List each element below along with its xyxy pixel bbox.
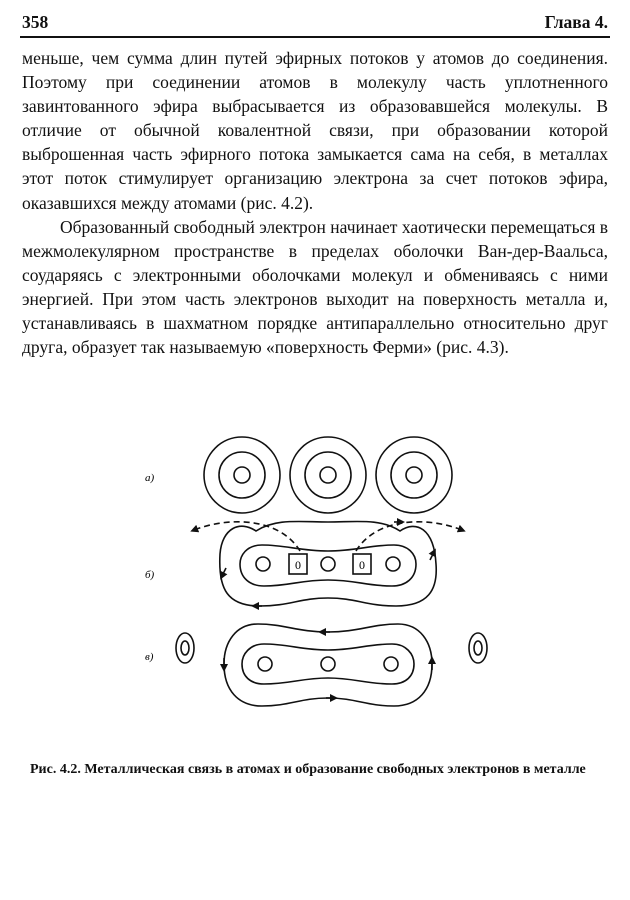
label-a: а) <box>145 472 155 484</box>
electron-symbol-1: 0 <box>295 558 301 572</box>
atom-a-3 <box>376 437 452 513</box>
header-rule <box>20 36 610 38</box>
page-header <box>22 8 608 36</box>
paragraph-2: Образованный свободный электрон начинает хаотически перемещаться в межмолекулярном пространстве в пределах оболочки Ван-дер-Ваальса, соударяясь с электронными оболочками молекул и обмениваясь с ними энергией. При этом часть электронов выходит на поверхность металла и, устанавливаясь в шахматном порядке антипараллельно относительно друг друга, образует так называемую «поверхность Ферми» (рис. 4.3). <box>22 216 609 358</box>
molecule-c-outer <box>224 624 432 706</box>
free-electron-right <box>469 633 487 663</box>
body-text <box>22 46 608 359</box>
molecule-b-inner <box>240 545 416 586</box>
molecule-c-inner <box>242 644 414 684</box>
figure-caption: Рис. 4.2. Металлическая связь в атомах и образование свободных электронов в металле <box>30 762 586 777</box>
label-b: б) <box>145 569 155 581</box>
paragraph-1: меньше, чем сумма длин путей эфирных потоков у атомов до соединения. Поэтому при соединении атомов в молекулу часть уплотненного завинтованного эфира выбрасывается из образовавшейся молекулы. В отличие от обычной ковалентной связи, при образовании которой выброшенная часть эфирного потока замыкается сама на себя, в металлах этот поток стимулирует организацию электрона за счет потоков эфира, оказавшихся между атомами (рис. 4.2). <box>22 48 608 213</box>
page-number: 358 <box>22 12 49 32</box>
label-v: в) <box>145 651 154 663</box>
chapter-title: Глава 4. <box>544 12 608 32</box>
molecule-b-outer <box>220 521 436 606</box>
free-electron-left <box>176 633 194 663</box>
electron-symbol-2: 0 <box>359 558 365 572</box>
atom-a-2 <box>290 437 366 513</box>
figure-4-2 <box>0 418 630 738</box>
atom-a-1 <box>204 437 280 513</box>
